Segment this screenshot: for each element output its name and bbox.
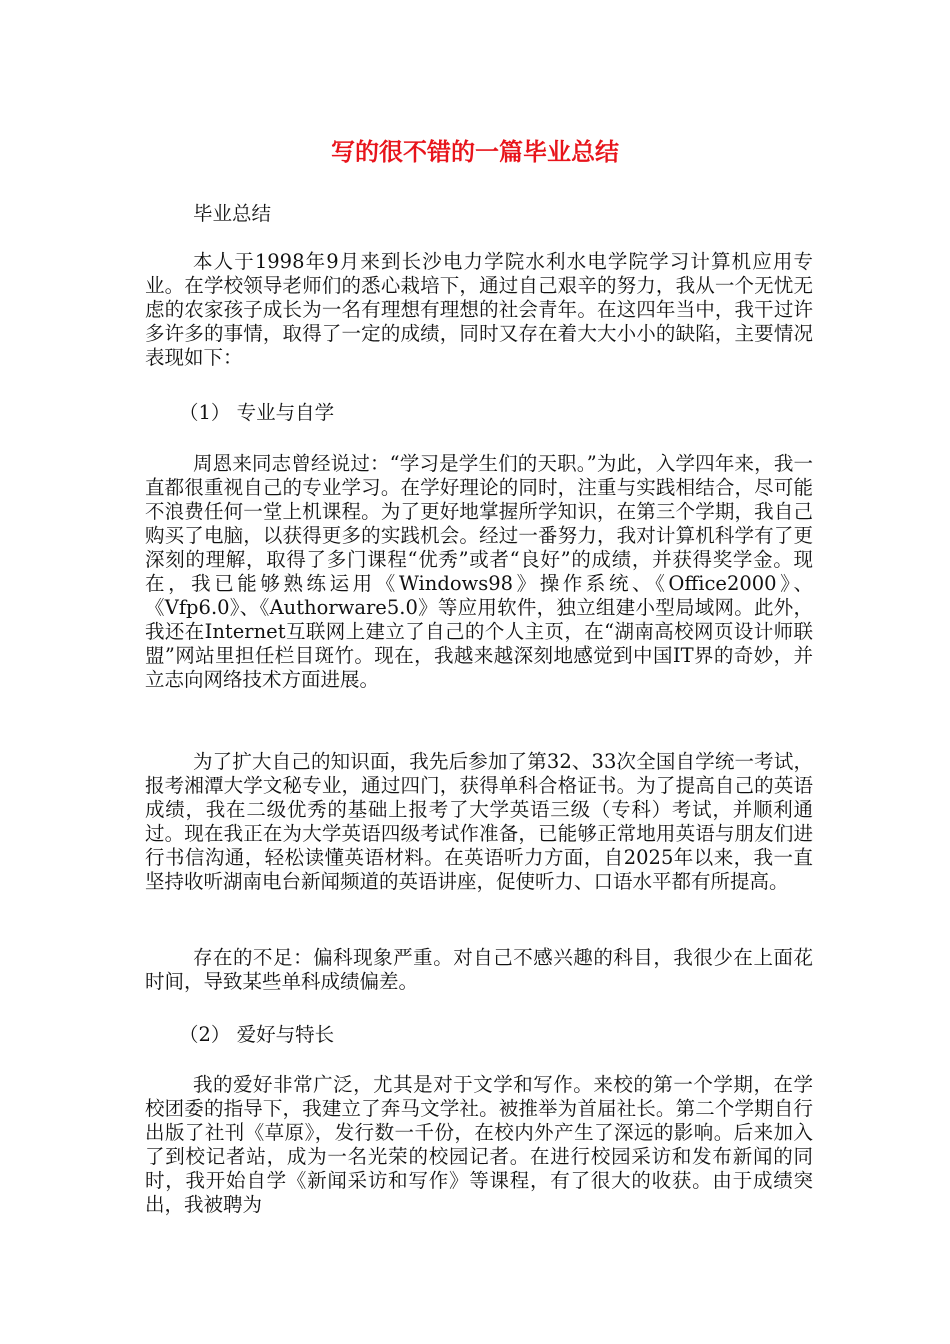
section-heading: 毕业总结 <box>193 202 272 225</box>
paragraph-study: 周恩来同志曾经说过：“学习是学生们的天职。”为此，入学四年来，我一直都很重视自己的专业学习。在学好理论的同时，注重与实践相结合，尽可能不浪费任何一堂上机课程。为了更好地掌握所学知识，在第三个学期，我自己购买了电脑，以获得更多的实践机会。经过一番努力，我对计算机科学有了更深刻的理解，取得了多门课程“优秀”或者“良好”的成绩，并获得奖学金。现在，我已能够熟练运用《Windows98》操作系统、《Office2000》、《Vfp6.0》、《Authorware5.0》等应用软件，独立组建小型局域网。此外，我还在Internet互联网上建立了自己的个人主页，在“湖南高校网页设计师联盟”网站里担任栏目斑竹。现在，我越来越深刻地感觉到中国IT界的奇妙，并立志向网络技术方面进展。 <box>145 452 813 691</box>
section-heading-study: （1） 专业与自学 <box>179 401 335 424</box>
paragraph-intro: 本人于1998年9月来到长沙电力学院水利水电学院学习计算机应用专业。在学校领导老师们的悉心栽培下，通过自己艰辛的努力，我从一个无忧无虑的农家孩子成长为一名有理想有理想的社会青年。在这四年当中，我干过许多许多的事情，取得了一定的成绩，同时又存在着大大小小的缺陷，主要情况表现如下： <box>145 250 813 369</box>
paragraph-shortcomings: 存在的不足：偏科现象严重。对自己不感兴趣的科目，我很少在上面花时间，导致某些单科成绩偏差。 <box>145 946 813 993</box>
section-heading-hobbies: （2） 爱好与特长 <box>179 1023 335 1046</box>
paragraph-self-study: 为了扩大自己的知识面，我先后参加了第32、33次全国自学统一考试，报考湘潭大学文秘专业，通过四门，获得单科合格证书。为了提高自己的英语成绩，我在二级优秀的基础上报考了大学英语三级（专科）考试，并顺利通过。现在我正在为大学英语四级考试作准备，已能够正常地用英语与朋友们进行书信沟通，轻松读懂英语材料。在英语听力方面，自2025年以来，我一直坚持收听湖南电台新闻频道的英语讲座，促使听力、口语水平都有所提高。 <box>145 750 813 893</box>
paragraph-hobbies: 我的爱好非常广泛，尤其是对于文学和写作。来校的第一个学期，在学校团委的指导下，我建立了奔马文学社。被推举为首届社长。第二个学期自行出版了社刊《草原》，发行数一千份，在校内外产生了深远的影响。后来加入了到校记者站，成为一名光荣的校园记者。在进行校园采访和发布新闻的同时，我开始自学《新闻采访和写作》等课程，有了很大的收获。由于成绩突出，我被聘为 <box>145 1073 813 1216</box>
document-title: 写的很不错的一篇毕业总结 <box>331 138 619 166</box>
